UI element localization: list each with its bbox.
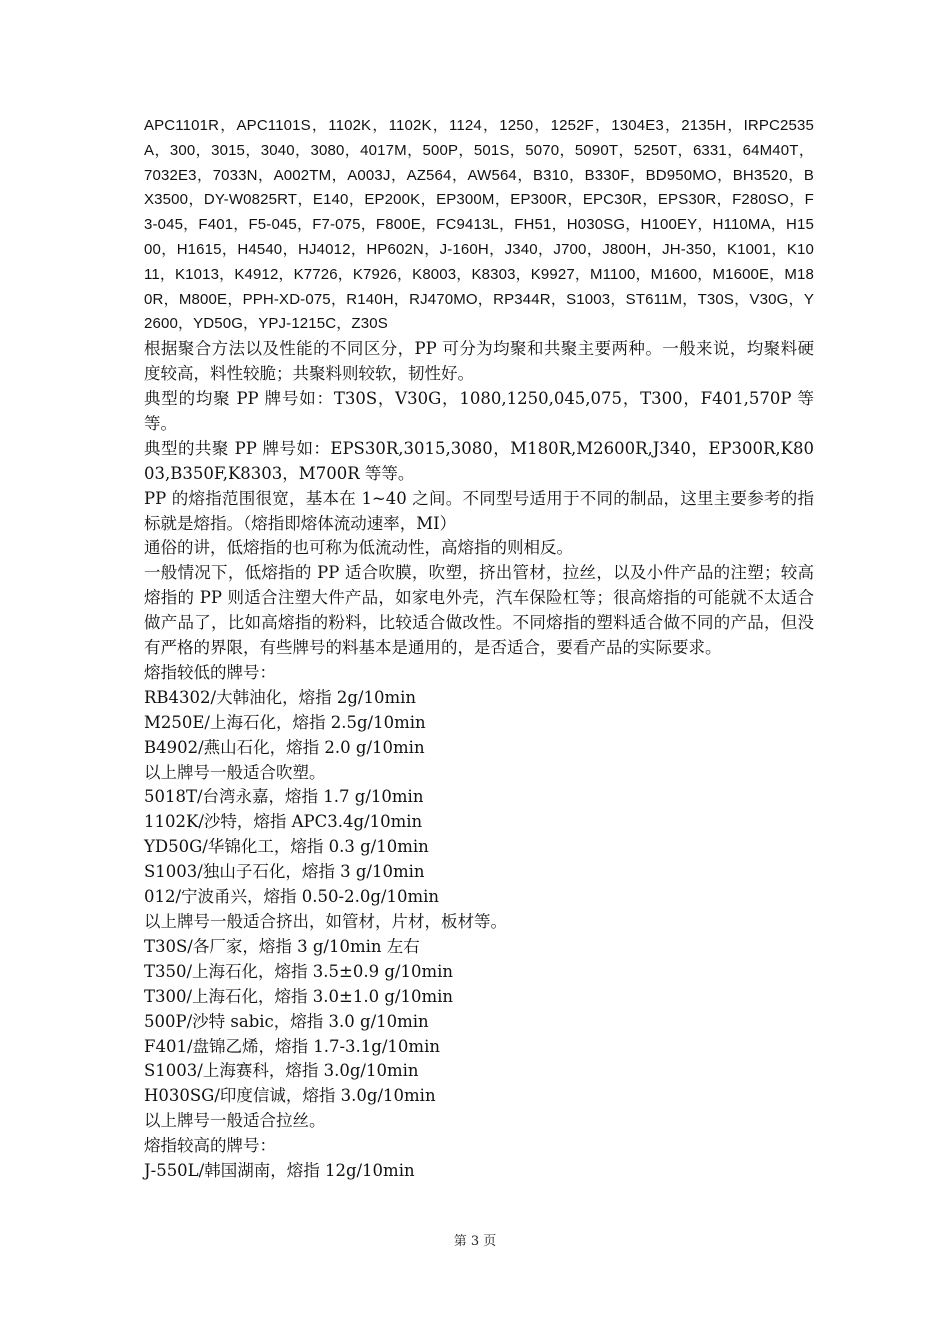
text-line: T30S/各厂家，熔指 3 g/10min 左右	[144, 936, 420, 956]
text-line: T350/上海石化，熔指 3.5±0.9 g/10min	[144, 961, 454, 981]
text-line: 以上牌号一般适合拉丝。	[144, 1111, 326, 1131]
text-line: 典型的均聚 PP 牌号如：T30S，V30G，1080,1250,045,075，T300，F401,570P 等等。	[144, 388, 814, 433]
text-line: 典型的共聚 PP 牌号如：EPS30R,3015,3080，M180R,M2600R,J340，EP300R,K8003,B350F,K8303，M700R 等等。	[144, 438, 814, 483]
text-line: 以上牌号一般适合挤出，如管材，片材，板材等。	[144, 912, 507, 932]
text-line: H030SG/印度信诚，熔指 3.0g/10min	[144, 1086, 436, 1106]
body-lines	[144, 337, 814, 1184]
text-line: 500P/沙特 sabic，熔指 3.0 g/10min	[144, 1011, 429, 1031]
text-line: S1003/上海赛科，熔指 3.0g/10min	[144, 1061, 419, 1081]
text-line: J-550L/韩国湖南，熔指 12g/10min	[144, 1161, 415, 1181]
text-line: 根据聚合方法以及性能的不同区分，PP 可分为均聚和共聚主要两种。一般来说，均聚料硬度较高，料性较脆；共聚料则较软，韧性好。	[144, 339, 814, 384]
text-line: F401/盘锦乙烯，熔指 1.7-3.1g/10min	[144, 1036, 440, 1056]
page-number: 第 3 页	[453, 1234, 497, 1249]
text-line: 熔指较高的牌号：	[144, 1136, 276, 1156]
text-line: 以上牌号一般适合吹塑。	[144, 762, 326, 782]
text-line: B4902/燕山石化，熔指 2.0 g/10min	[144, 737, 425, 757]
text-line: 012/宁波甬兴，熔指 0.50-2.0g/10min	[144, 887, 440, 907]
text-line: M250E/上海石化，熔指 2.5g/10min	[144, 712, 426, 732]
text-line: 一般情况下，低熔指的 PP 适合吹膜，吹塑，挤出管材，拉丝，以及小件产品的注塑；较高熔指的 PP 则适合注塑大件产品，如家电外壳，汽车保险杠等；很高熔指的可能就不太适合做产品了，比如高熔指的粉料，比较适合做改性。不同熔指的塑料适合做不同的产品，但没有严格的界限，有些牌号的料基本是通用的，是否适合，要看产品的实际要求。	[144, 563, 814, 658]
grade-list-paragraph: APC1101R，APC1101S，1102K，1102K，1124，1250，1252F，1304E3，2135H，IRPC2535A，300，3015，3040，3080，4017M，500P，501S，5070，5090T，5250T，6331，64M40T，7032E3，7033N，A002TM，A003J，AZ564，AW564，B310，B330F，BD950MO，BH3520，BX3500，DY-W0825RT，E140，EP200K，EP300M，EP300R，EPC30R，EPS30R，F280SO，F3-045，F401，F5-045，F7-075，F800E，FC9413L，FH51，H030SG，H100EY，H110MA，H1500，H1615，H4540，HJ4012，HP602N，J-160H，J340，J700，J800H，JH-350，K1001，K1011，K1013，K4912，K7726，K7926，K8003，K8303，K9927，M1100，M1600，M1600E，M180R，M800E，PPH-XD-075，R140H，RJ470MO，RP344R，S1003，ST611M，T30S，V30G，Y2600，YD50G，YPJ-1215C，Z30S	[144, 117, 814, 333]
text-line: S1003/独山子石化，熔指 3 g/10min	[144, 862, 425, 882]
text-line: RB4302/大韩油化，熔指 2g/10min	[144, 687, 417, 707]
page-body	[144, 114, 814, 1184]
text-line: 通俗的讲，低熔指的也可称为低流动性，高熔指的则相反。	[144, 538, 573, 558]
text-line: 熔指较低的牌号：	[144, 662, 276, 682]
text-line: YD50G/华锦化工，熔指 0.3 g/10min	[144, 837, 429, 857]
text-line: T300/上海石化，熔指 3.0±1.0 g/10min	[144, 986, 454, 1006]
text-line: 1102K/沙特，熔指 APC3.4g/10min	[144, 812, 423, 832]
text-line: PP 的熔指范围很宽，基本在 1~40 之间。不同型号适用于不同的制品，这里主要参考的指标就是熔指。（熔指即熔体流动速率，MI）	[144, 488, 814, 533]
text-line: 5018T/台湾永嘉，熔指 1.7 g/10min	[144, 787, 424, 807]
